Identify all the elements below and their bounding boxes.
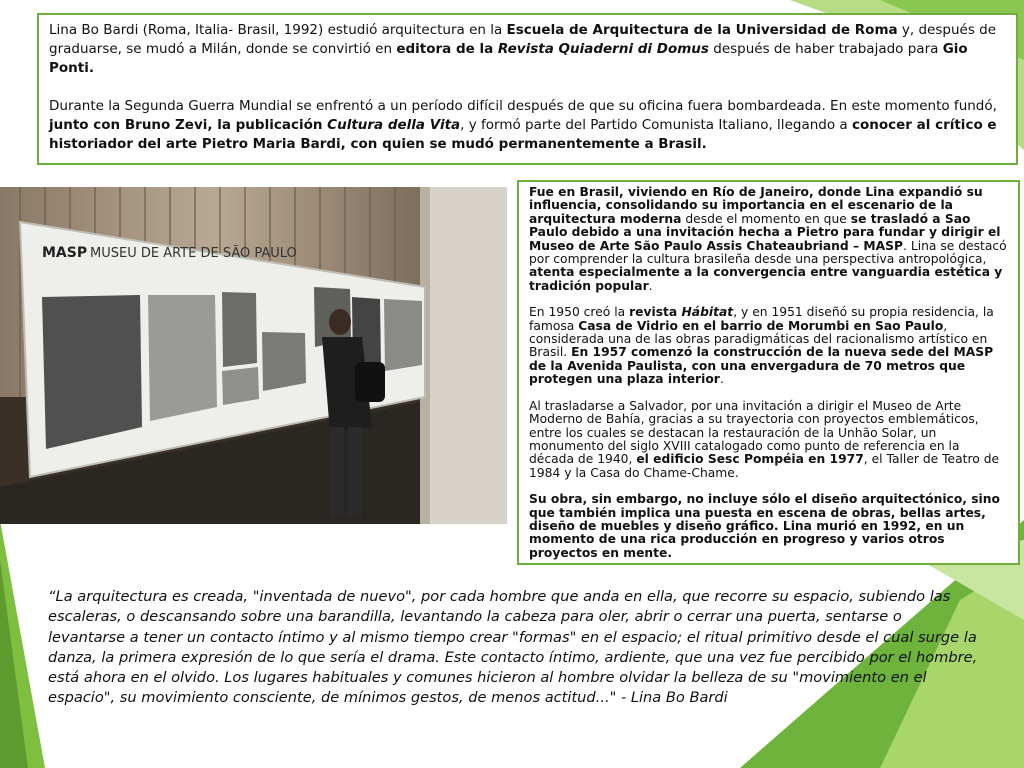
text-run: desde el momento en que	[681, 211, 851, 226]
text-run: , y formó parte del Partido Comunista Italiano, llegando a	[460, 117, 852, 133]
text-run: revista	[629, 305, 682, 320]
text-run: .	[648, 278, 653, 293]
text-run: Escuela de Arquitectura de la Universidad de Roma	[506, 22, 898, 38]
text-run: Cultura della Vita	[327, 117, 461, 133]
masp-sign-text: MUSEU DE ARTE DE SÃO PAULO	[90, 246, 297, 261]
text-run: Fue en Brasil, viviendo en Río de Janeiro, donde Lina expandió su influencia, consolidando su importancia en el escenario de la arquitectura moderna	[529, 185, 983, 226]
text-run: En 1957 comenzó la construcción de la nueva sede del MASP de la Avenida Paulista, con una envergadura de 70 metros que protegen una plaza interior	[529, 345, 994, 387]
text-run: atenta especialmente a la convergencia entre vanguardia estética y tradición popular	[529, 265, 1003, 293]
text-run: se trasladó a Sao Paulo debido a una invitación hecha a Pietro para fundar y dirigir el Museo de Arte São Paulo Assis Chateaubriand – MASP	[529, 211, 1001, 253]
text-run: , y en 1951 diseñó su propia residencia, la famosa	[529, 305, 994, 333]
text-run: , el Taller de Teatro de 1984 y la Casa do Chame-Chame.	[529, 452, 1000, 480]
masp-exhibition-photo	[0, 187, 507, 524]
text-run: Durante la Segunda Guerra Mundial se enfrentó a un período difícil después de que su oficina fuera bombardeada. En este momento fundó,	[49, 98, 997, 114]
biography-paragraph-1	[529, 186, 1008, 293]
text-run: Gio Ponti.	[49, 41, 968, 76]
lina-bo-bardi-quote: “La arquitectura es creada, "inventada de nuevo", por cada hombre que anda en ella, que recorre su espacio, subiendo las escaleras, o descansando sobre una barandilla, levantando la cabeza para oler, abrir o cerrar una puerta, sentarse o levantarse a tener un contacto íntimo y al mismo tiempo crear "formas" en el espacio; el ritual primitivo desde el cual surge la danza, la primera expresión de lo que sería el drama. Este contacto íntimo, ardiente, que una vez fue percibido por el hombre, está ahora en el olvido. Los lugares habituales y comunes hicieron al hombre olvidar la belleza de su "movimiento en el espacio", su movimiento consciente, de mínimos gestos, de menos actitud..." - Lina Bo Bardi	[48, 588, 978, 707]
biography-paragraph-2	[529, 306, 1008, 386]
text-run: y, después de graduarse, se mudó a Milán, donde se convirtió en	[49, 22, 997, 57]
text-run: Su obra, sin embargo, no incluye sólo el diseño arquitectónico, sino que también implica una puesta en escena de obras, bellas artes, diseño de muebles y diseño gráfico. Lina murió en 1992, en un momento de una rica producción en progreso y varios otros proyectos en mente.	[529, 492, 1000, 560]
intro-text-box	[37, 13, 1018, 165]
biography-paragraph-3	[529, 400, 1008, 480]
text-run: el edificio Sesc Pompéia en 1977	[636, 452, 864, 467]
intro-paragraph-1	[49, 21, 1006, 78]
text-run: .	[719, 372, 724, 387]
text-run: junto con Bruno Zevi, la publicación	[49, 117, 328, 133]
text-run: Revista Quiaderni di Domus	[497, 41, 709, 57]
text-run: conocer al crítico e historiador del arte Pietro Maria Bardi, con quien se mudó permanentemente a Brasil.	[49, 117, 997, 152]
text-run: Al trasladarse a Salvador, por una invitación a dirigir el Museo de Arte Moderno de Bahía, gracias a su trayectoria con proyectos emblemáticos, entre los cuales se destacan la restauración de la Unhão Solar, un monumento del siglo XVIII catalogado como punto de referencia en la década de 1940,	[529, 398, 979, 467]
text-run: después de haber trabajado para	[708, 41, 943, 57]
text-run: Hábitat	[681, 305, 734, 320]
text-run: . Lina se destacó por comprender la cultura brasileña desde una perspectiva antropológica,	[529, 238, 1007, 267]
biography-paragraph-4	[529, 493, 1008, 560]
biography-text-box	[517, 180, 1020, 565]
text-run: Casa de Vidrio en el barrio de Morumbi en Sao Paulo	[578, 318, 944, 333]
text-run: Lina Bo Bardi (Roma, Italia- Brasil, 1992) estudió arquitectura en la	[49, 22, 507, 38]
intro-paragraph-2	[49, 97, 1006, 154]
text-run: editora de la	[396, 41, 498, 57]
text-run: En 1950 creó la	[529, 305, 630, 320]
text-run: , considerada una de las obras paradigmáticas del racionalismo artístico en Brasil.	[529, 318, 988, 360]
masp-sign-logo: MASP	[42, 245, 88, 261]
